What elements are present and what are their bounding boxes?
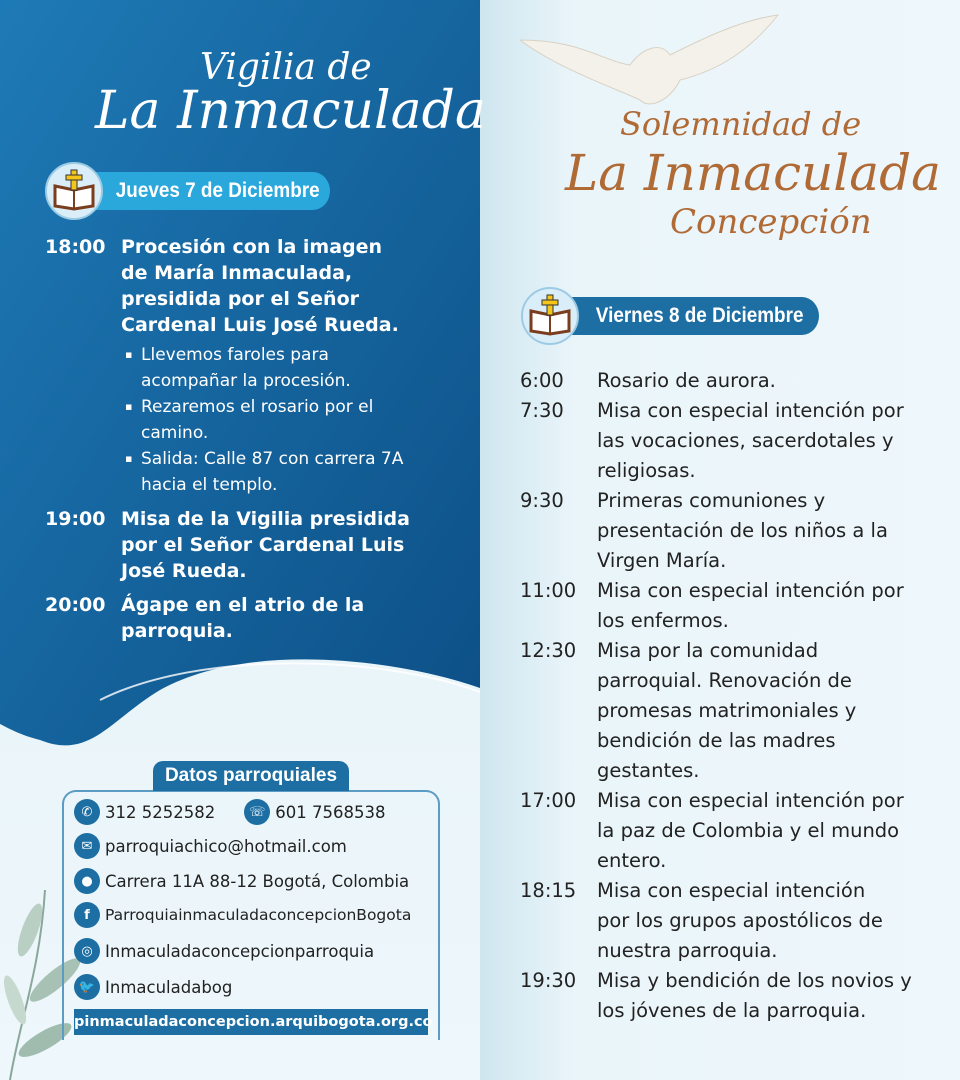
twitter-contact — [74, 974, 232, 1000]
bible-cross-icon — [45, 162, 103, 220]
email-link[interactable]: parroquiachico@hotmail.com — [105, 836, 347, 856]
contact-box-title: Datos parroquiales — [153, 761, 349, 791]
event-time: 18:15 — [520, 879, 577, 902]
whatsapp-contact — [74, 799, 385, 825]
instagram-handle[interactable]: Inmaculadaconcepcionparroquia — [105, 941, 375, 961]
website-link[interactable]: pinmaculadaconcepcion.arquibogota.org.co — [74, 1009, 428, 1035]
facebook-handle[interactable]: ParroquiainmaculadaconcepcionBogota — [105, 906, 412, 924]
outlook-icon: ✉ — [74, 833, 100, 859]
twitter-handle[interactable]: Inmaculadabog — [105, 977, 233, 997]
event-text: Misa con especial intención por los enfermos. — [597, 579, 904, 632]
schedule-item — [520, 486, 940, 576]
event-text: Misa y bendición de los novios y los jóvenes de la parroquia. — [597, 969, 912, 1022]
whatsapp-icon: ✆ — [74, 799, 100, 825]
note-item: ▪ Rezaremos el rosario por el camino. — [121, 394, 411, 446]
bible-cross-icon — [521, 287, 579, 345]
event-time: 19:30 — [520, 969, 577, 992]
event-text: Misa de la Vigilia presidida por el Señor Cardenal Luis José Rueda. — [121, 508, 410, 582]
schedule-item — [45, 592, 465, 644]
event-notes — [121, 342, 411, 498]
schedule-item — [520, 366, 940, 396]
event-text: Procesión con la imagen de María Inmaculada, presidida por el Señor Cardenal Luis José Rueda. — [121, 236, 399, 336]
instagram-contact — [74, 938, 374, 964]
address-text: Carrera 11A 88-12 Bogotá, Colombia — [105, 871, 410, 891]
solemnidad-title-line3: Concepción — [670, 202, 872, 242]
vigilia-title-line1: Vigilia de — [200, 47, 372, 88]
note-item: ▪ Salida: Calle 87 con carrera 7A hacia el templo. — [121, 446, 411, 498]
phone-icon: ☏ — [244, 799, 270, 825]
vigilia-title-line2: La Inmaculada — [95, 81, 486, 141]
event-time: 17:00 — [520, 789, 577, 812]
facebook-contact — [74, 902, 411, 928]
email-contact — [74, 833, 347, 859]
event-time: 18:00 — [45, 236, 106, 258]
address-contact — [74, 868, 409, 894]
schedule-item — [520, 876, 940, 966]
vigilia-schedule — [45, 234, 465, 652]
schedule-item — [45, 234, 465, 498]
solemnidad-title-line1: Solemnidad de — [620, 105, 862, 143]
solemnidad-date-pill: Viernes 8 de Diciembre — [540, 297, 819, 335]
event-time: 19:00 — [45, 508, 106, 530]
schedule-item — [520, 636, 940, 786]
event-text: Misa con especial intención por los grupos apostólicos de nuestra parroquia. — [597, 879, 883, 962]
event-text: Misa por la comunidad parroquial. Renovación de promesas matrimoniales y bendición de las madres gestantes. — [597, 639, 857, 782]
vigilia-date-pill: Jueves 7 de Diciembre — [60, 172, 330, 210]
event-time: 12:30 — [520, 639, 577, 662]
event-text: Primeras comuniones y presentación de los niños a la Virgen María. — [597, 489, 888, 572]
event-text: Misa con especial intención por las vocaciones, sacerdotales y religiosas. — [597, 399, 904, 482]
dove-image — [520, 10, 780, 110]
schedule-item — [520, 396, 940, 486]
solemnidad-title-line2: La Inmaculada — [565, 144, 941, 202]
event-time: 11:00 — [520, 579, 577, 602]
location-pin-icon: ● — [74, 868, 100, 894]
solemnidad-schedule — [520, 366, 940, 1026]
schedule-item — [520, 786, 940, 876]
schedule-item — [45, 506, 465, 584]
instagram-icon: ◎ — [74, 938, 100, 964]
twitter-icon: 🐦 — [74, 974, 100, 1000]
phone-number: 601 7568538 — [275, 802, 386, 822]
schedule-item — [520, 966, 940, 1026]
schedule-item — [520, 576, 940, 636]
event-time: 6:00 — [520, 369, 564, 392]
whatsapp-number: 312 5252582 — [105, 802, 216, 822]
event-text: Misa con especial intención por la paz de Colombia y el mundo entero. — [597, 789, 904, 872]
event-time: 7:30 — [520, 399, 564, 422]
event-text: Rosario de aurora. — [597, 369, 776, 392]
facebook-icon: f — [74, 902, 100, 928]
event-time: 9:30 — [520, 489, 564, 512]
event-time: 20:00 — [45, 594, 106, 616]
event-text: Ágape en el atrio de la parroquia. — [121, 594, 365, 642]
note-item: ▪ Llevemos faroles para acompañar la procesión. — [121, 342, 411, 394]
